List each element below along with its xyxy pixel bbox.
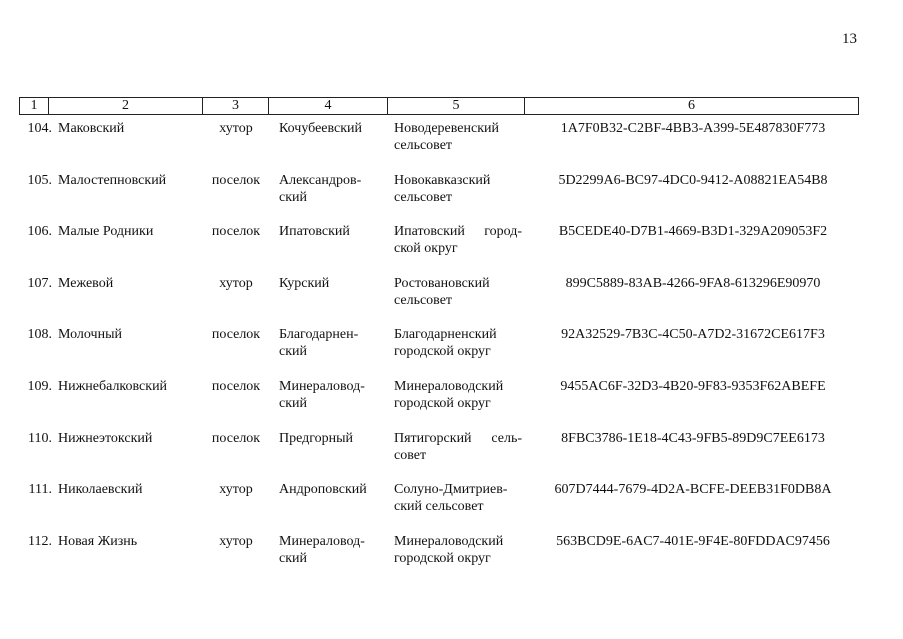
municipality-line: Минераловодский bbox=[394, 379, 504, 394]
district-name bbox=[279, 172, 379, 206]
settlement-name: Нижнеэтокский bbox=[58, 430, 153, 446]
column-header-3: 3 bbox=[203, 98, 269, 115]
district-line: Минераловод- bbox=[279, 533, 365, 549]
district-line: Кочубеевский bbox=[279, 121, 363, 136]
settlement-type: поселок bbox=[211, 327, 261, 343]
fias-guid: 92A32529-7B3C-4C50-A7D2-31672CE617F3 bbox=[561, 327, 825, 343]
column-header-row bbox=[20, 98, 859, 115]
municipality-line: Пятигорский сель- bbox=[394, 430, 522, 446]
municipality-name bbox=[394, 120, 522, 154]
district-name bbox=[279, 430, 379, 447]
municipality-line: совет bbox=[394, 447, 427, 463]
settlement-name: Малостепновский bbox=[58, 172, 167, 188]
column-header-2: 2 bbox=[49, 98, 203, 115]
fias-guid: 607D7444-7679-4D2A-BCFE-DEEB31F0DB8A bbox=[554, 482, 832, 498]
district-line: Андроповский bbox=[279, 482, 367, 498]
fias-guid: 9455AC6F-32D3-4B20-9F83-9353F62ABEFE bbox=[560, 379, 826, 394]
municipality-line: городской округ bbox=[394, 396, 491, 411]
table-row bbox=[0, 378, 903, 428]
page-number: 13 bbox=[842, 31, 857, 47]
municipality-name bbox=[394, 275, 522, 309]
municipality-line: Благодарненский bbox=[394, 327, 497, 343]
column-header-1: 1 bbox=[20, 98, 49, 115]
row-number: 107. bbox=[27, 275, 52, 291]
column-header-4: 4 bbox=[269, 98, 388, 115]
district-line: Курский bbox=[279, 275, 330, 291]
settlement-name: Молочный bbox=[58, 327, 122, 343]
district-line: ский bbox=[279, 396, 307, 411]
municipality-line: Новодеревенский bbox=[394, 121, 500, 136]
table-row bbox=[0, 223, 903, 273]
row-number: 108. bbox=[27, 327, 52, 343]
settlement-type: поселок bbox=[211, 430, 261, 446]
municipality-line: сельсовет bbox=[394, 189, 453, 205]
district-line: Ипатовский bbox=[279, 224, 350, 240]
district-line: ский bbox=[279, 344, 307, 360]
district-name bbox=[279, 481, 379, 498]
settlement-type: хутор bbox=[219, 121, 253, 136]
district-line: Минераловод- bbox=[279, 379, 365, 394]
fias-guid: 5D2299A6-BC97-4DC0-9412-A08821EA54B8 bbox=[558, 172, 828, 188]
district-line: Предгорный bbox=[279, 430, 354, 446]
row-number: 104. bbox=[27, 121, 52, 136]
municipality-line: Ипатовский город- bbox=[394, 224, 522, 240]
municipality-line: Солуно-Дмитриев- bbox=[394, 482, 508, 498]
settlement-name: Маковский bbox=[58, 121, 125, 136]
district-name bbox=[279, 120, 379, 137]
settlement-name: Малые Родники bbox=[58, 224, 154, 240]
fias-guid: 8FBC3786-1E18-4C43-9FB5-89D9C7EE6173 bbox=[561, 430, 825, 446]
fias-guid: B5CEDE40-D7B1-4669-B3D1-329A209053F2 bbox=[558, 224, 828, 240]
row-number: 106. bbox=[27, 224, 52, 240]
district-name bbox=[279, 533, 379, 567]
fias-guid: 1A7F0B32-C2BF-4BB3-A399-5E487830F773 bbox=[560, 121, 826, 136]
district-name bbox=[279, 275, 379, 292]
municipality-line: Новокавказский bbox=[394, 172, 491, 188]
municipality-name bbox=[394, 378, 522, 412]
municipality-name bbox=[394, 223, 522, 257]
settlement-type: поселок bbox=[211, 224, 261, 240]
district-name bbox=[279, 326, 379, 360]
municipality-name bbox=[394, 533, 522, 567]
municipality-name bbox=[394, 430, 522, 464]
municipality-line: сельсовет bbox=[394, 138, 453, 153]
row-number: 112. bbox=[28, 533, 52, 549]
table-row bbox=[0, 172, 903, 222]
municipality-line: ский сельсовет bbox=[394, 499, 484, 515]
settlement-name: Новая Жизнь bbox=[58, 533, 138, 549]
district-name bbox=[279, 223, 379, 240]
municipality-name bbox=[394, 326, 522, 360]
column-header-5: 5 bbox=[388, 98, 525, 115]
municipality-line: сельсовет bbox=[394, 292, 453, 308]
table-row bbox=[0, 326, 903, 376]
column-header-6: 6 bbox=[525, 98, 859, 115]
settlement-type: хутор bbox=[219, 482, 253, 498]
municipality-name bbox=[394, 172, 522, 206]
settlement-name: Нижнебалковский bbox=[58, 379, 168, 394]
municipality-line: ской округ bbox=[394, 241, 458, 257]
district-line: Благодарнен- bbox=[279, 327, 359, 343]
table-row bbox=[0, 533, 903, 583]
settlement-type: хутор bbox=[219, 533, 253, 549]
settlement-name: Межевой bbox=[58, 275, 114, 291]
table-row bbox=[0, 120, 903, 170]
settlement-type: поселок bbox=[211, 172, 261, 188]
district-line: ский bbox=[279, 550, 307, 566]
row-number: 111. bbox=[28, 482, 52, 498]
municipality-line: Минераловодский bbox=[394, 533, 504, 549]
fias-guid: 899C5889-83AB-4266-9FA8-613296E90970 bbox=[565, 275, 821, 291]
municipality-line: городской округ bbox=[394, 344, 491, 360]
settlement-type: хутор bbox=[219, 275, 253, 291]
table-row bbox=[0, 430, 903, 480]
table-row bbox=[0, 275, 903, 325]
municipality-line: Ростовановский bbox=[394, 275, 490, 291]
row-number: 109. bbox=[27, 379, 52, 394]
table-row bbox=[0, 481, 903, 531]
row-number: 105. bbox=[27, 172, 52, 188]
settlement-name: Николаевский bbox=[58, 482, 143, 498]
district-line: ский bbox=[279, 189, 307, 205]
row-number: 110. bbox=[28, 430, 52, 446]
municipality-line: городской округ bbox=[394, 550, 491, 566]
column-header-table bbox=[19, 97, 859, 115]
settlement-type: поселок bbox=[211, 379, 261, 394]
district-line: Александров- bbox=[279, 172, 362, 188]
fias-guid: 563BCD9E-6AC7-401E-9F4E-80FDDAC97456 bbox=[556, 533, 830, 549]
district-name bbox=[279, 378, 379, 412]
municipality-name bbox=[394, 481, 522, 515]
